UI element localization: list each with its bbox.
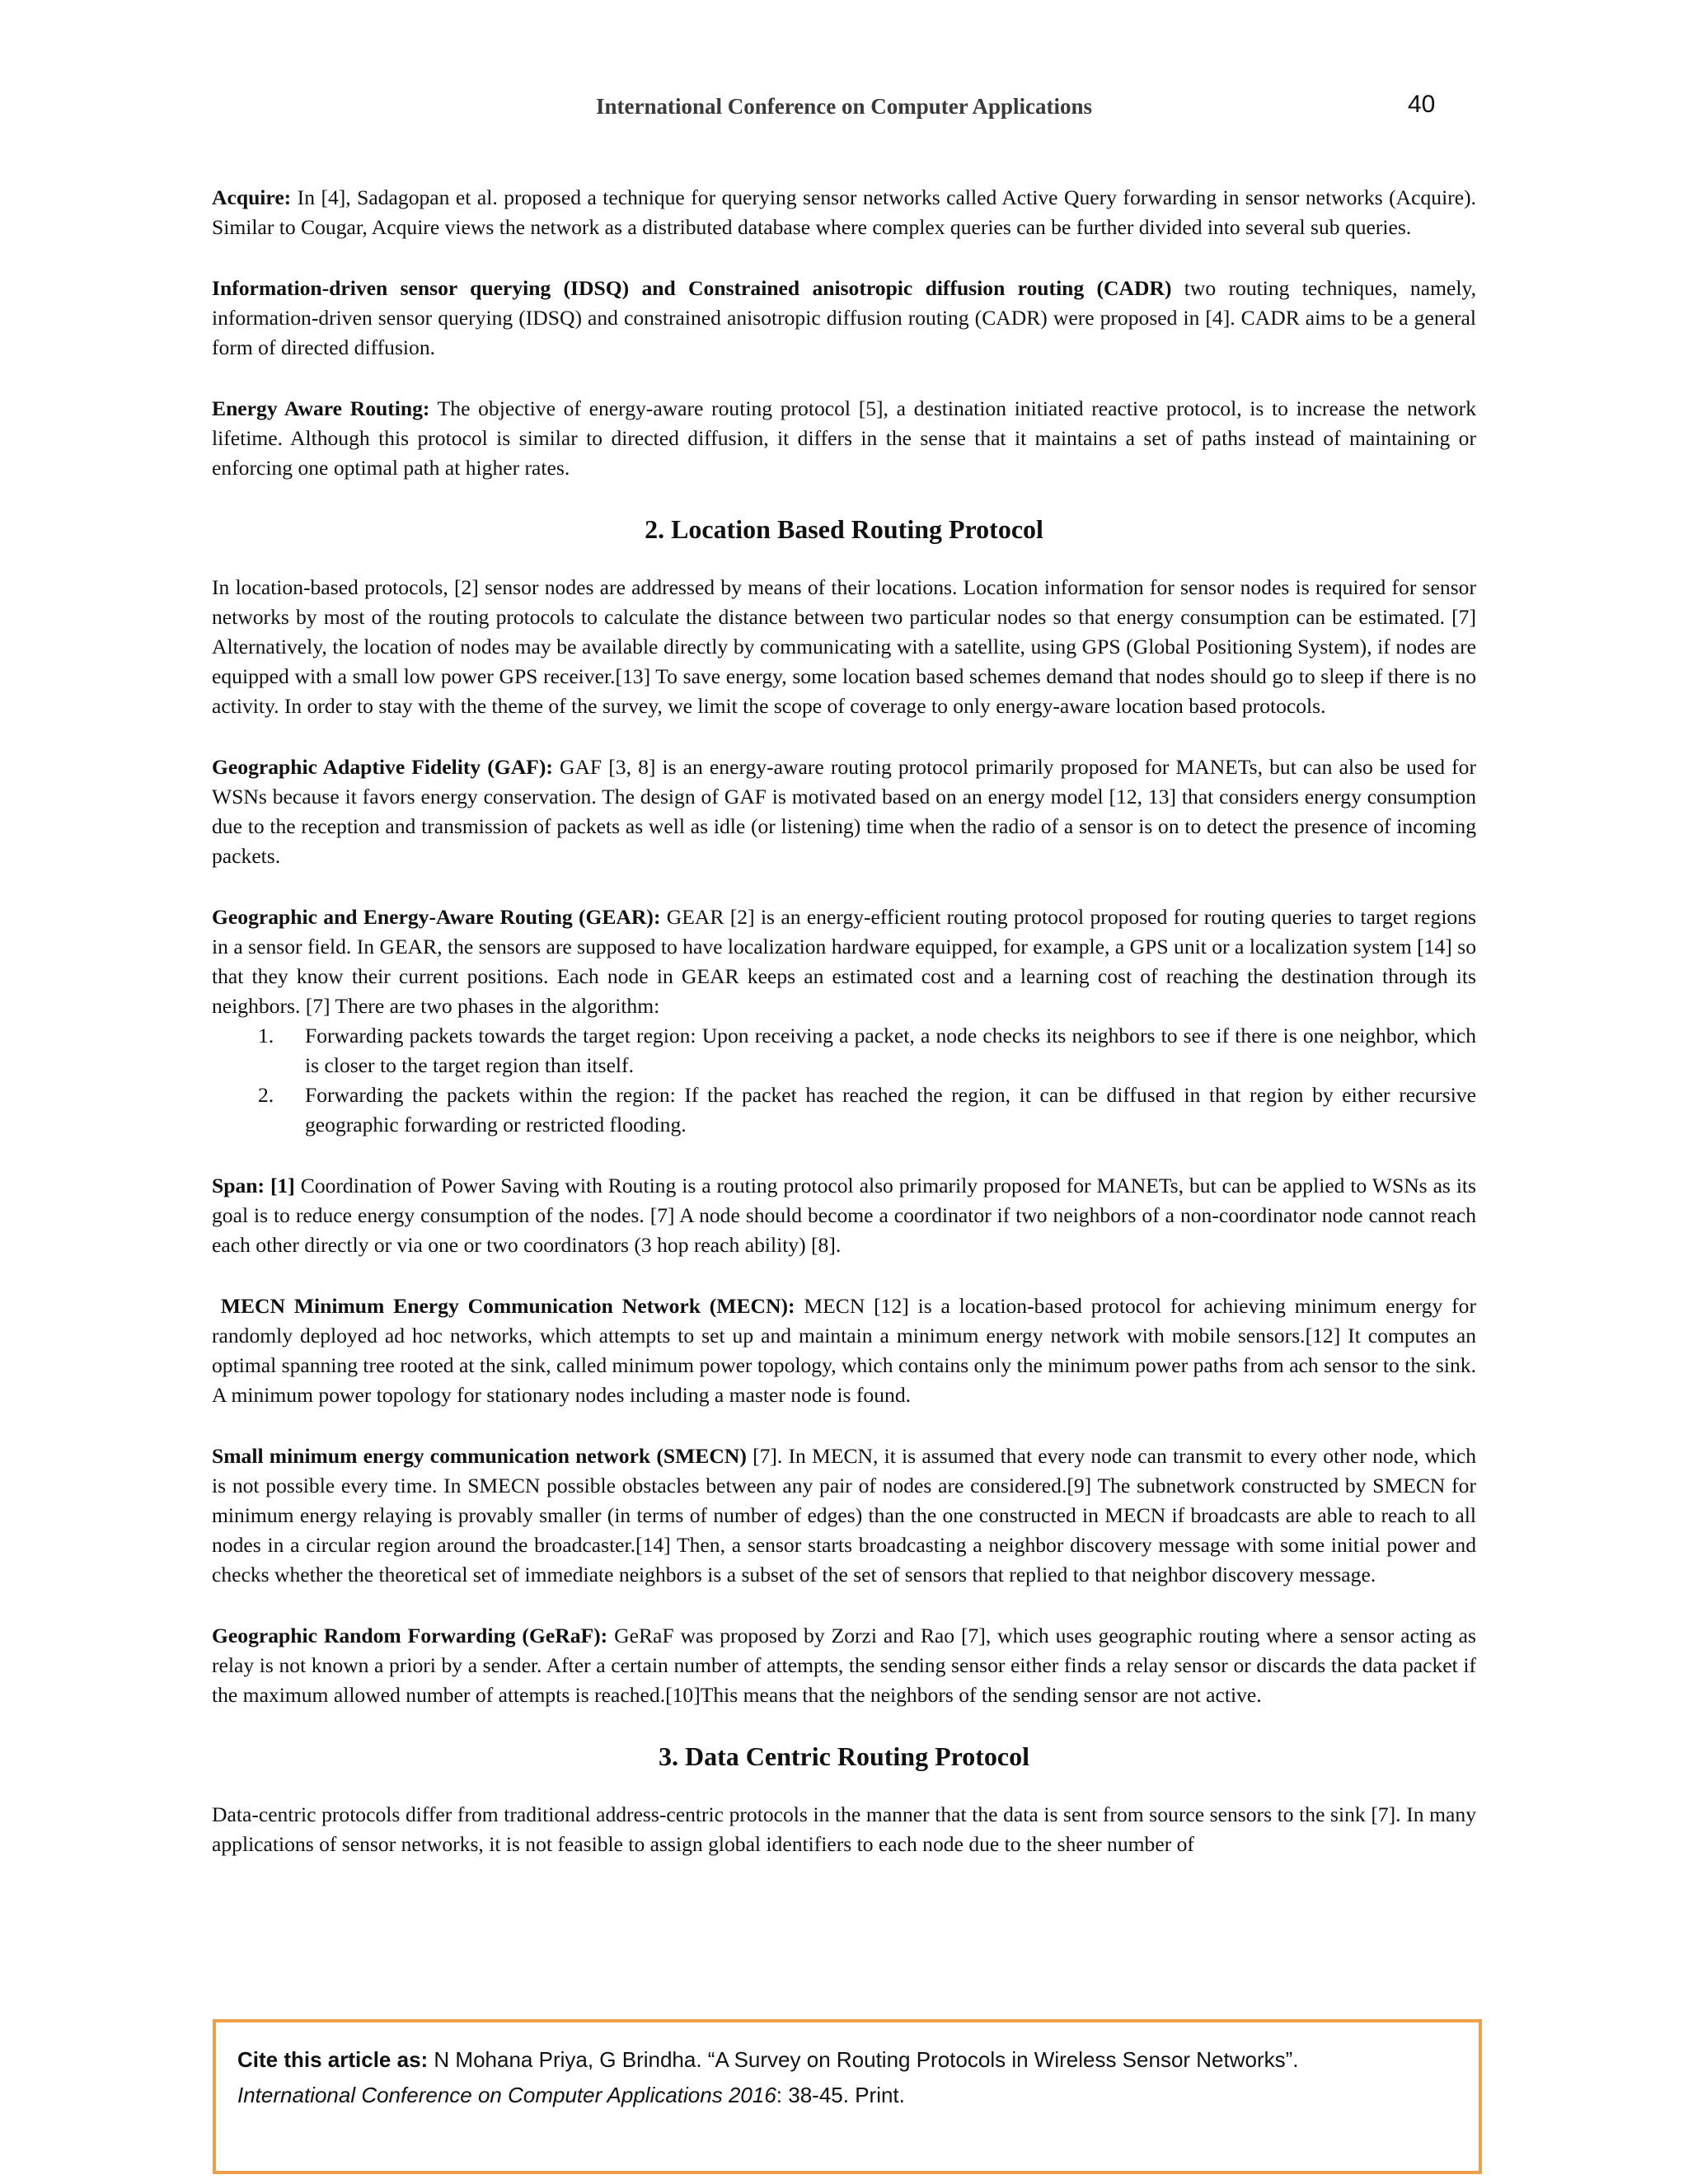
conference-title: International Conference on Computer Applications [595,94,1092,119]
list-item-text: Forwarding packets towards the target region: Upon receiving a packet, a node checks its neighbors to see if there is one neighbor, which is closer to the target region than itself. [305,1024,1476,1077]
paragraph-smecn [212,1441,1476,1590]
paragraph-span [212,1171,1476,1260]
gear-phase-list-wrap [212,1021,1476,1140]
term-gear: Geographic and Energy-Aware Routing (GEAR): [212,905,661,929]
paragraph-idsq-cadr [212,274,1476,363]
page-number: 40 [1408,91,1436,118]
section-heading-location: 2. Location Based Routing Protocol [645,514,1043,544]
paragraph-text: GAF [3, 8] is an energy-aware routing protocol primarily proposed for MANETs, but can also be used for WSNs because it favors energy conservation. The design of GAF is motivated based on an energy model [12, 13] that considers energy consumption due to the reception and transmission of packets as well as idle (or listening) time when the radio of a sensor is on to detect the presence of incoming packets. [212,755,1476,868]
citation-box [213,2019,1482,2174]
list-item-number: 2. [258,1083,274,1107]
paragraph-gear [212,902,1476,1021]
section-heading-data-centric: 3. Data Centric Routing Protocol [659,1741,1029,1771]
term-energy-aware: Energy Aware Routing: [212,396,430,420]
term-mecn: MECN Minimum Energy Communication Network (MECN): [220,1294,795,1318]
gear-phase-list [212,1021,1476,1140]
paragraph-energy-aware [212,394,1476,483]
term-acquire: Acquire: [212,185,292,209]
term-gaf: Geographic Adaptive Fidelity (GAF): [212,755,553,779]
citation-venue: International Conference on Computer Applications 2016 [237,2083,776,2107]
running-header [0,91,1688,129]
paragraph-location-intro: In location-based protocols, [2] sensor nodes are addressed by means of their locations. Location information for sensor nodes is required for sensor networks by most of the routing protocols to calculate the distance between two particular nodes so that energy consumption can be estimated. [7] Alternatively, the location of nodes may be available directly by communicating with a satellite, using GPS (Global Positioning System), if nodes are equipped with a small low power GPS receiver.[13] To save energy, some location based schemes demand that nodes should go to sleep if there is no activity. In order to stay with the theme of the survey, we limit the scope of coverage to only energy-aware location based protocols. [212,575,1476,718]
paragraph-text: In [4], Sadagopan et al. proposed a technique for querying sensor networks called Active Query forwarding in sensor networks (Acquire). Similar to Cougar, Acquire views the network as a distributed database where complex queries can be further divided into several sub queries. [212,185,1476,239]
term-idsq-cadr: Information-driven sensor querying (IDSQ) and Constrained anisotropic diffusion routing (CADR) [212,276,1172,300]
paragraph-text: [7]. In MECN, it is assumed that every node can transmit to every other node, which is not possible every time. In SMECN possible obstacles between any pair of nodes are considered.[9] The subnetwork constructed by SMECN for minimum energy relaying is provably smaller (in terms of number of edges) than the one constructed in MECN if broadcasts are able to reach to all nodes in a circular region around the broadcaster.[14] Then, a sensor starts broadcasting a neighbor discovery message with some initial power and checks whether the theoretical set of immediate neighbors is a subset of the set of sensors that replied to that neighbor discovery message. [212,1444,1476,1586]
list-item-text: Forwarding the packets within the region: If the packet has reached the region, it can be diffused in that region by either recursive geographic forwarding or restricted flooding. [305,1083,1476,1137]
paragraph-text: two routing techniques, namely, information-driven sensor querying (IDSQ) and constrained anisotropic diffusion routing (CADR) were proposed in [4]. CADR aims to be a general form of directed diffusion. [212,276,1476,359]
paragraph-text: GeRaF was proposed by Zorzi and Rao [7], which uses geographic routing where a sensor acting as relay is not known a priori by a sender. After a certain number of attempts, the sending sensor either finds a relay sensor or discards the data packet if the maximum allowed number of attempts is reached.[10]This means that the neighbors of the sending sensor are not active. [212,1624,1476,1707]
paragraph-text: The objective of energy-aware routing protocol [5], a destination initiated reactive protocol, is to increase the network lifetime. Although this protocol is similar to directed diffusion, it differs in the sense that it maintains a set of paths instead of maintaining or enforcing one optimal path at higher rates. [212,396,1477,480]
citation-pages: : 38-45. Print. [776,2083,905,2107]
citation-authors-title: N Mohana Priya, G Brindha. “A Survey on Routing Protocols in Wireless Sensor Networks”. [428,2047,1299,2072]
list-item [212,1021,1476,1080]
term-smecn: Small minimum energy communication network (SMECN) [212,1444,747,1468]
paragraph-gaf [212,752,1476,871]
term-span: Span: [1] [212,1174,295,1197]
paragraph-text: Coordination of Power Saving with Routing is a routing protocol also primarily proposed for MANETs, but can be applied to WSNs as its goal is to reduce energy consumption of the nodes. [7] A node should become a coordinator if two neighbors of a non-coordinator node cannot reach each other directly or via one or two coordinators (3 hop reach ability) [8]. [212,1174,1477,1257]
paragraph-text: GEAR [2] is an energy-efficient routing protocol proposed for routing queries to target regions in a sensor field. In GEAR, the sensors are supposed to have localization hardware equipped, for example, a GPS unit or a localization system [14] so that they know their current positions. Each node in GEAR keeps an estimated cost and a learning cost of reaching the destination through its neighbors. [7] There are two phases in the algorithm: [212,905,1476,1018]
term-geraf: Geographic Random Forwarding (GeRaF): [212,1624,608,1647]
paragraph-geraf [212,1621,1476,1710]
list-item-number: 1. [258,1024,274,1047]
article-body [212,183,1476,1891]
paragraph-acquire [212,183,1476,242]
list-item [212,1080,1476,1140]
paragraph-mecn [212,1291,1476,1410]
citation-label: Cite this article as: [237,2047,429,2072]
paragraph-data-centric-intro: Data-centric protocols differ from traditional address-centric protocols in the manner that the data is sent from source sensors to the sink [7]. In many applications of sensor networks, it is not feasible to assign global identifiers to each node due to the sheer number of [212,1802,1476,1856]
paragraph-text: MECN [12] is a location-based protocol for achieving minimum energy for randomly deployed ad hoc networks, which attempts to set up and maintain a minimum energy network with mobile sensors.[12] It computes an optimal spanning tree rooted at the sink, called minimum power topology, which contains only the minimum power paths from ach sensor to the sink. A minimum power topology for stationary nodes including a master node is found. [212,1294,1476,1407]
